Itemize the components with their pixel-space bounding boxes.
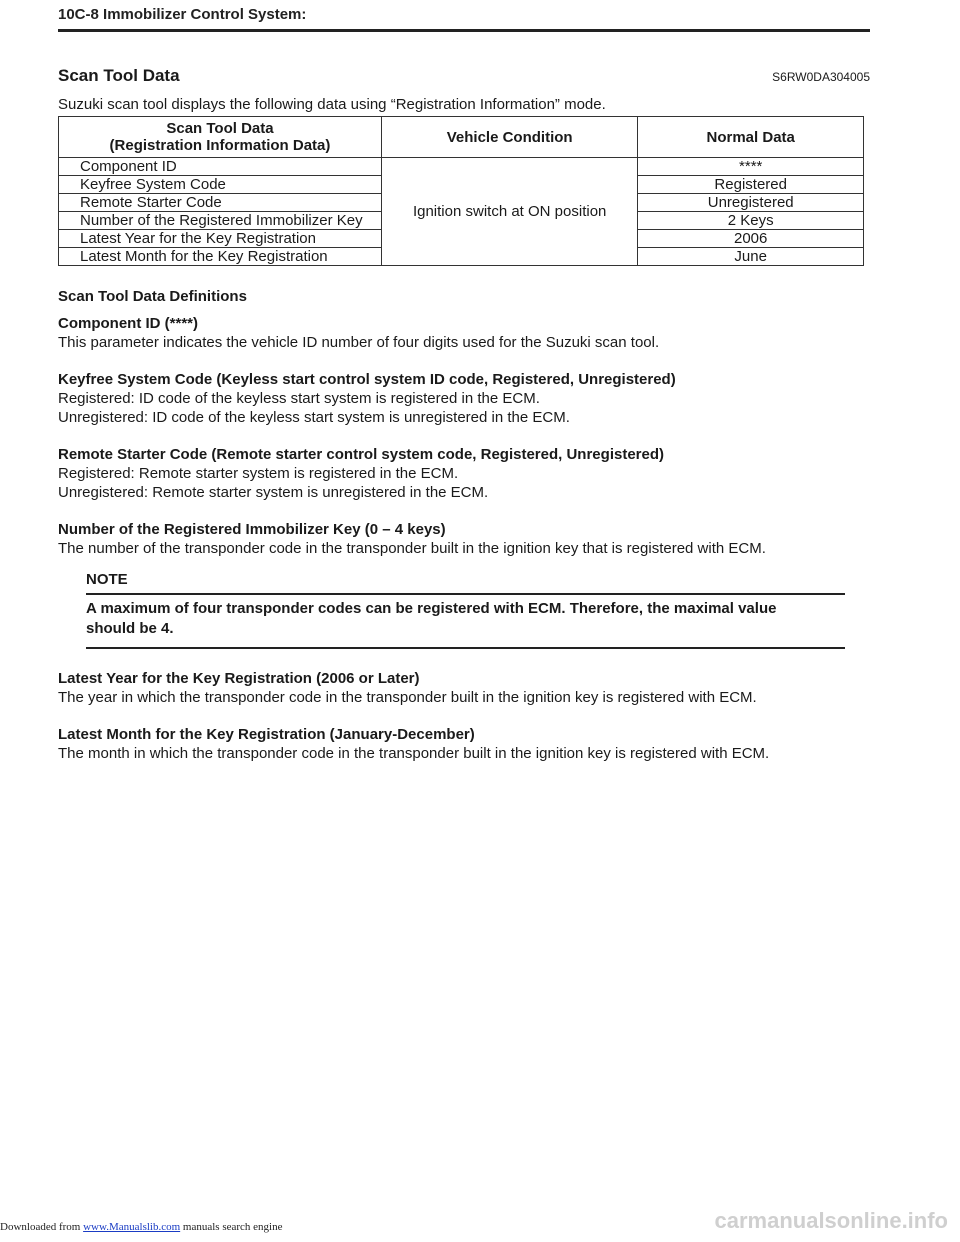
definition-text: The year in which the transponder code in the transponder built in the ignition key is registered with ECM. bbox=[58, 689, 757, 706]
definition-text: This parameter indicates the vehicle ID number of four digits used for the Suzuki scan tool. bbox=[58, 334, 660, 351]
definition-text: Unregistered: ID code of the keyless start system is unregistered in the ECM. bbox=[58, 409, 570, 426]
note-line: A maximum of four transponder codes can be registered with ECM. Therefore, the maximal value bbox=[86, 600, 777, 617]
definition-text: The month in which the transponder code in the transponder built in the ignition key is registered with ECM. bbox=[58, 745, 770, 762]
note-line: should be 4. bbox=[86, 620, 174, 637]
param-cell bbox=[59, 212, 382, 230]
param-label: Remote Starter Code bbox=[80, 194, 222, 211]
header-vehicle-condition: Vehicle Condition bbox=[381, 117, 637, 158]
definition-remote-starter-code bbox=[58, 445, 870, 502]
footer-suffix: manuals search engine bbox=[182, 1221, 283, 1233]
definition-registered-immobilizer-key bbox=[58, 520, 870, 558]
scan-tool-data-table bbox=[58, 116, 864, 266]
definition-component-id bbox=[58, 314, 870, 352]
watermark: carmanualsonline.info bbox=[714, 1208, 948, 1233]
normal-data-cell: June bbox=[638, 248, 864, 266]
param-label: Latest Month for the Key Registration bbox=[80, 248, 328, 265]
normal-data-cell: 2006 bbox=[638, 230, 864, 248]
page-header-title: 10C-8 Immobilizer Control System: bbox=[58, 6, 307, 23]
param-cell bbox=[59, 248, 382, 266]
definition-title: Remote Starter Code (Remote starter control system code, Registered, Unregistered) bbox=[58, 446, 664, 463]
section-heading bbox=[58, 66, 870, 90]
definition-title: Number of the Registered Immobilizer Key (0 – 4 keys) bbox=[58, 521, 446, 538]
param-label: Latest Year for the Key Registration bbox=[80, 230, 316, 247]
definitions-section bbox=[58, 287, 870, 781]
vehicle-condition-cell: Ignition switch at ON position bbox=[381, 158, 637, 266]
definition-title: Latest Year for the Key Registration (2006 or Later) bbox=[58, 670, 420, 687]
normal-data-cell: 2 Keys bbox=[638, 212, 864, 230]
param-cell bbox=[59, 194, 382, 212]
definition-title: Latest Month for the Key Registration (January-December) bbox=[58, 726, 475, 743]
page-header bbox=[58, 6, 870, 32]
normal-data-cell: Registered bbox=[638, 176, 864, 194]
definition-text: Unregistered: Remote starter system is unregistered in the ECM. bbox=[58, 484, 489, 501]
definition-latest-year bbox=[58, 669, 870, 707]
header-col1-line1: Scan Tool Data bbox=[166, 120, 274, 137]
note-body bbox=[86, 595, 845, 649]
param-cell bbox=[59, 176, 382, 194]
param-cell bbox=[59, 158, 382, 176]
param-label: Number of the Registered Immobilizer Key bbox=[80, 212, 363, 229]
table-row bbox=[59, 158, 864, 176]
param-label: Component ID bbox=[80, 158, 177, 175]
param-label: Keyfree System Code bbox=[80, 176, 226, 193]
header-col1-line2: (Registration Information Data) bbox=[109, 137, 331, 154]
definitions-title: Scan Tool Data Definitions bbox=[58, 288, 247, 305]
note-title: NOTE bbox=[86, 570, 845, 595]
definition-title: Component ID (****) bbox=[58, 315, 198, 332]
definition-text: The number of the transponder code in the transponder built in the ignition key that is registered with ECM. bbox=[58, 540, 766, 557]
normal-data-cell: Unregistered bbox=[638, 194, 864, 212]
header-scan-tool-data bbox=[59, 117, 382, 158]
definition-text: Registered: ID code of the keyless start system is registered in the ECM. bbox=[58, 390, 540, 407]
header-normal-data: Normal Data bbox=[638, 117, 864, 158]
intro-text: Suzuki scan tool displays the following data using “Registration Information” mode. bbox=[58, 96, 606, 113]
footer-prefix: Downloaded from bbox=[0, 1221, 81, 1233]
note-box bbox=[86, 570, 845, 649]
page-footer bbox=[0, 1221, 282, 1233]
normal-data-cell: **** bbox=[638, 158, 864, 176]
table-header-row bbox=[59, 117, 864, 158]
definition-keyfree-system-code bbox=[58, 370, 870, 427]
definition-title: Keyfree System Code (Keyless start control system ID code, Registered, Unregistered) bbox=[58, 371, 676, 388]
param-cell bbox=[59, 230, 382, 248]
section-code: S6RW0DA304005 bbox=[772, 70, 870, 84]
definition-text: Registered: Remote starter system is registered in the ECM. bbox=[58, 465, 459, 482]
footer-link[interactable]: www.Manualslib.com bbox=[83, 1221, 181, 1233]
section-title: Scan Tool Data bbox=[58, 66, 180, 85]
definition-latest-month bbox=[58, 725, 870, 763]
